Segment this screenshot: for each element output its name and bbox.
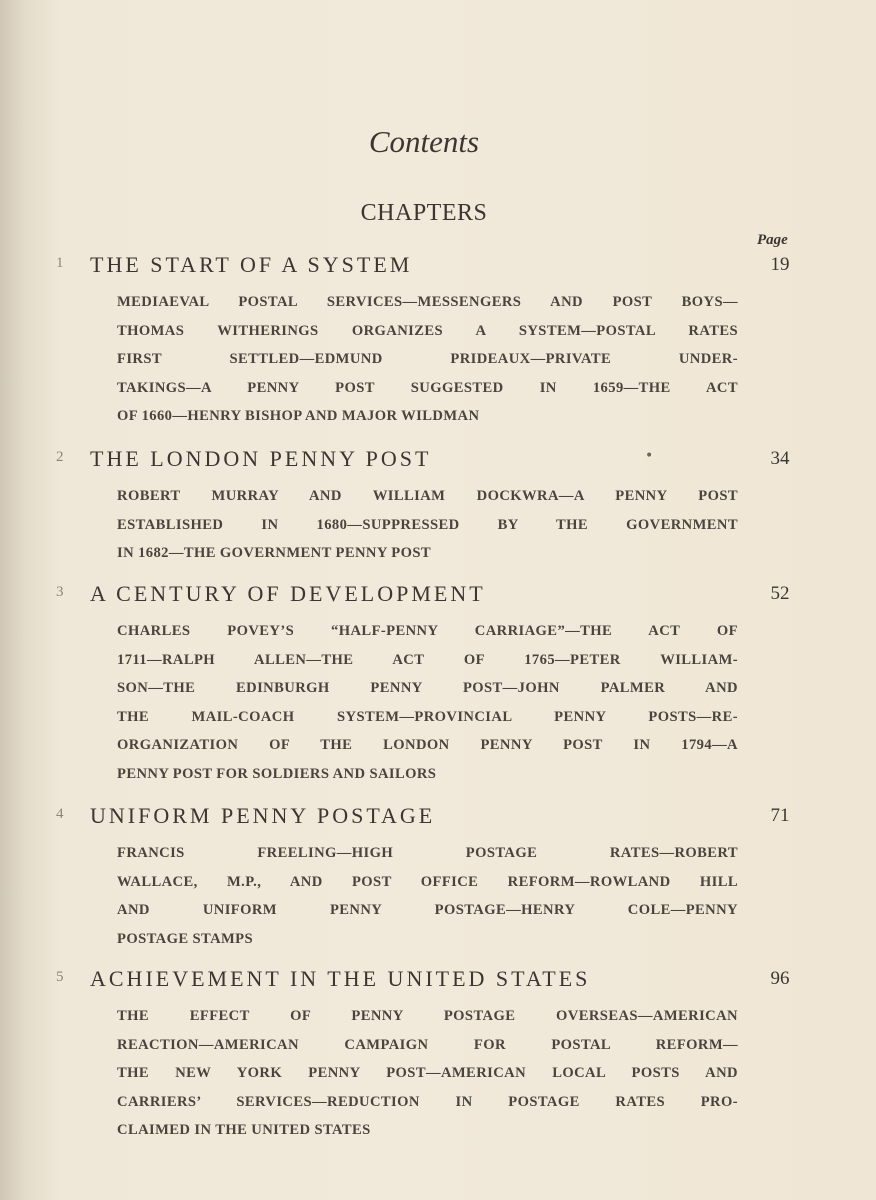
chapter-description xyxy=(117,482,738,568)
chapter-description xyxy=(117,288,738,431)
chapter-description xyxy=(117,839,738,953)
description-line: THE MAIL-COACH SYSTEM—PROVINCIAL PENNY POSTS—RE- xyxy=(117,708,738,725)
chapter-number: 1 xyxy=(56,255,64,271)
description-line: ESTABLISHED IN 1680—SUPPRESSED BY THE GOVERNMENT xyxy=(117,516,738,533)
dot-mark: • xyxy=(645,448,654,464)
description-line: MEDIAEVAL POSTAL SERVICES—MESSENGERS AND POST BOYS— xyxy=(117,294,738,310)
chapter-page-number: 19 xyxy=(770,254,790,275)
chapter-page-number: 34 xyxy=(770,448,790,469)
chapter-title: A CENTURY OF DEVELOPMENT xyxy=(90,581,486,606)
chapter-title: THE START OF A SYSTEM xyxy=(90,252,413,277)
description-line: CLAIMED IN THE UNITED STATES xyxy=(117,1122,371,1139)
description-line: IN 1682—THE GOVERNMENT PENNY POST xyxy=(117,545,432,562)
page-column-label: Page xyxy=(757,232,788,248)
chapter-title: THE LONDON PENNY POST xyxy=(90,446,432,471)
description-line: WALLACE, M.P., AND POST OFFICE REFORM—ROWLAND HILL xyxy=(117,873,738,890)
chapter-number: 4 xyxy=(56,806,64,822)
description-line: CHARLES POVEY’S “HALF-PENNY CARRIAGE”—THE ACT OF xyxy=(117,623,738,639)
description-line: PENNY POST FOR SOLDIERS AND SAILORS xyxy=(117,765,437,782)
chapter-number: 2 xyxy=(56,449,64,465)
description-line: AND UNIFORM PENNY POSTAGE—HENRY COLE—PENNY xyxy=(117,902,738,919)
description-line: THOMAS WITHERINGS ORGANIZES A SYSTEM—POSTAL RATES xyxy=(117,322,738,339)
chapter-description xyxy=(117,617,738,789)
description-line: ORGANIZATION OF THE LONDON PENNY POST IN 1794—A xyxy=(117,737,738,754)
chapter-title: UNIFORM PENNY POSTAGE xyxy=(90,803,436,828)
page-title: Contents xyxy=(368,124,480,159)
chapter-number: 5 xyxy=(56,969,64,985)
chapter-page-number: 71 xyxy=(770,805,790,826)
description-line: THE NEW YORK PENNY POST—AMERICAN LOCAL POSTS AND xyxy=(117,1065,738,1082)
description-line: FRANCIS FREELING—HIGH POSTAGE RATES—ROBERT xyxy=(117,845,738,861)
section-heading: CHAPTERS xyxy=(360,200,488,226)
description-line: ROBERT MURRAY AND WILLIAM DOCKWRA—A PENNY POST xyxy=(117,488,738,504)
description-line: POSTAGE STAMPS xyxy=(117,930,254,947)
description-line: CARRIERS’ SERVICES—REDUCTION IN POSTAGE RATES PRO- xyxy=(117,1093,738,1110)
chapter-title: ACHIEVEMENT IN THE UNITED STATES xyxy=(90,966,591,991)
chapter-page-number: 52 xyxy=(770,583,790,604)
chapter-number: 3 xyxy=(56,584,64,600)
description-line: REACTION—AMERICAN CAMPAIGN FOR POSTAL REFORM— xyxy=(117,1036,738,1053)
description-line: OF 1660—HENRY BISHOP AND MAJOR WILDMAN xyxy=(117,408,480,425)
description-line: THE EFFECT OF PENNY POSTAGE OVERSEAS—AMERICAN xyxy=(117,1008,738,1024)
description-line: SON—THE EDINBURGH PENNY POST—JOHN PALMER AND xyxy=(117,680,738,697)
description-line: TAKINGS—A PENNY POST SUGGESTED IN 1659—THE ACT xyxy=(117,379,738,396)
description-line: 1711—RALPH ALLEN—THE ACT OF 1765—PETER WILLIAM- xyxy=(117,651,738,668)
description-line: FIRST SETTLED—EDMUND PRIDEAUX—PRIVATE UNDER- xyxy=(117,351,738,368)
chapter-page-number: 96 xyxy=(770,968,790,989)
chapter-description xyxy=(117,1002,738,1145)
